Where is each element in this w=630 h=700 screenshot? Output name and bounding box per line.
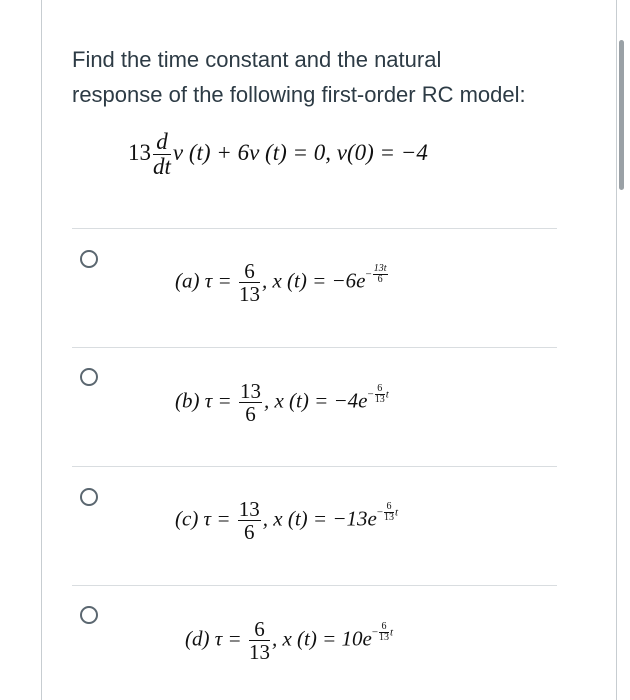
option-c-tau-num: 13 [238,497,260,521]
option-b-exp-sign: − [367,388,374,401]
option-a-radio[interactable] [80,250,98,268]
option-c-exp-den: 13 [384,512,395,524]
option-a-math[interactable] [175,260,389,305]
derivative-numerator: d [156,129,168,154]
option-c-exp-sign: − [376,506,384,519]
option-b-response: , x (t) = −4e [263,388,368,413]
option-b-math[interactable] [175,380,389,425]
option-a-exponent [366,264,389,286]
option-c-exp-tail: t [395,506,399,519]
option-c-math[interactable] [175,498,398,543]
derivative-fraction [153,130,171,179]
option-b-tau-den: 6 [245,402,256,427]
derivative-denominator: dt [153,154,171,180]
option-c-exp-num: 6 [384,502,394,514]
scrollbar[interactable] [619,40,624,190]
option-b-exp-tail: t [385,388,389,401]
option-c-radio[interactable] [80,488,98,506]
question-line-2: response of the following first-order RC model: [72,82,526,107]
option-c-tau-fraction [238,498,261,543]
option-c-exponent [377,502,398,524]
option-d-math[interactable] [185,618,393,663]
divider [72,466,557,467]
option-d-tau-num: 6 [249,618,270,641]
question-line-1: Find the time constant and the natural [72,47,442,72]
divider [72,228,557,229]
divider [72,347,557,348]
question-text [72,42,572,112]
option-b-exp-den: 13 [374,394,385,406]
option-b-radio[interactable] [80,368,98,386]
option-d-exp-sign: − [371,626,379,639]
option-d-tau-fraction [249,618,270,663]
option-c-response: , x (t) = −13e [262,506,377,531]
option-b-tau-fraction [239,380,262,425]
option-b-tau-num: 13 [239,379,261,403]
equation-terms: v (t) + 6v (t) = 0, v(0) = −4 [172,139,428,165]
option-d-exp-den: 13 [379,632,390,644]
option-d-exponent [372,622,393,644]
option-d-label: (d) τ = [185,626,247,651]
option-d-exp-num: 6 [379,622,389,634]
option-d-exp-tail: t [390,626,394,639]
option-b-exp-num: 6 [375,384,385,396]
option-a-label: (a) τ = [175,268,237,293]
option-a-exp-sign: − [365,268,372,281]
differential-equation [128,130,428,179]
option-a-tau-den: 13 [238,282,260,307]
option-d-response: , x (t) = 10e [271,626,372,651]
option-a-response: , x (t) = −6e [261,268,366,293]
option-d-tau-den: 13 [248,640,270,665]
option-a-exp-den: 6 [377,274,383,286]
option-c-label: (c) τ = [175,506,236,531]
divider [72,585,557,586]
option-c-tau-den: 6 [244,520,255,545]
option-d-radio[interactable] [80,606,98,624]
option-b-label: (b) τ = [175,388,237,413]
option-a-exp-num: 13t [373,262,387,274]
equation-coefficient: 13 [128,139,151,165]
option-a-tau-num: 6 [239,260,260,283]
option-b-exponent [368,384,389,406]
option-a-tau-fraction [239,260,260,305]
